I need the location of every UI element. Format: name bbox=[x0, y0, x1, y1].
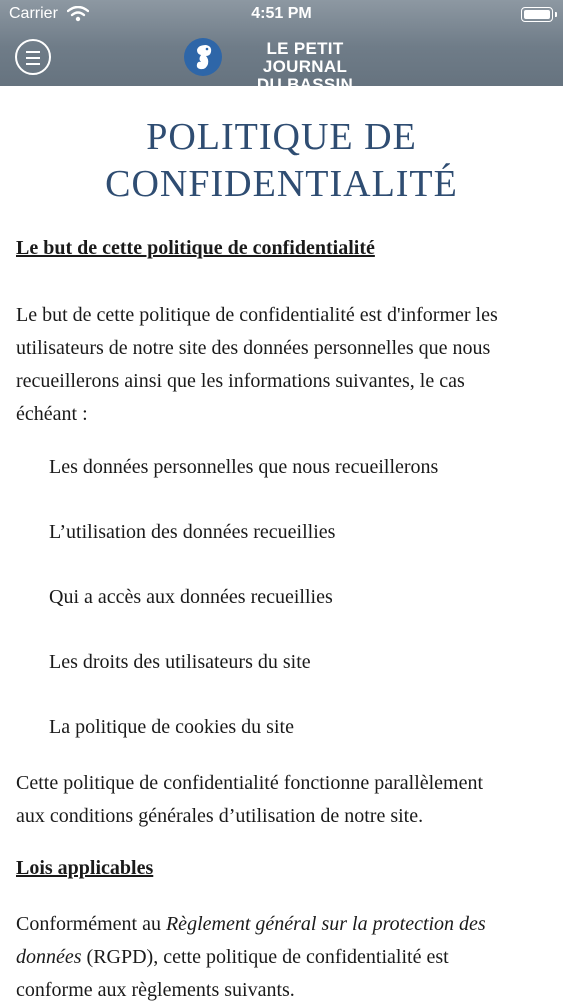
seahorse-logo-icon bbox=[184, 38, 222, 76]
page-title-line-2: CONFIDENTIALITÉ bbox=[105, 163, 458, 205]
laws-paragraph: Conformément au Règlement général sur la protection des données (RGPD), cette politique de confidentialité est conforme aux règlements suivants. bbox=[16, 913, 486, 1001]
logo-line-2: DU BASSIN bbox=[256, 75, 354, 94]
intro-line: recueillerons ainsi que les informations suivantes, le cas bbox=[16, 370, 465, 392]
clock: 4:51 PM bbox=[251, 5, 312, 22]
battery-icon bbox=[521, 7, 553, 22]
section-heading-laws: Lois applicables bbox=[16, 857, 154, 879]
intro-line: échéant : bbox=[16, 403, 88, 425]
carrier-label: Carrier bbox=[9, 5, 58, 22]
menu-button[interactable] bbox=[15, 39, 51, 75]
intro-line: Le but de cette politique de confidentialité est d'informer les bbox=[16, 304, 498, 326]
intro-line: utilisateurs de notre site des données personnelles que nous bbox=[16, 337, 491, 359]
hamburger-icon bbox=[26, 51, 40, 53]
section-heading-purpose: Le but de cette politique de confidentialité bbox=[16, 237, 375, 259]
intro-paragraph bbox=[16, 299, 546, 431]
gdpr-link-text: Règlement général sur la protection des bbox=[165, 913, 486, 935]
page-title-line-1: POLITIQUE DE bbox=[146, 116, 417, 158]
relationship-paragraph: Cette politique de confidentialité fonctionne parallèlement aux conditions générales d’utilisation de notre site. bbox=[16, 772, 484, 827]
page-title bbox=[0, 114, 563, 208]
logo-line-1: LE PETIT JOURNAL bbox=[262, 39, 348, 76]
app-header bbox=[0, 0, 563, 94]
logo-wordmark bbox=[230, 40, 380, 94]
status-bar bbox=[0, 0, 563, 30]
